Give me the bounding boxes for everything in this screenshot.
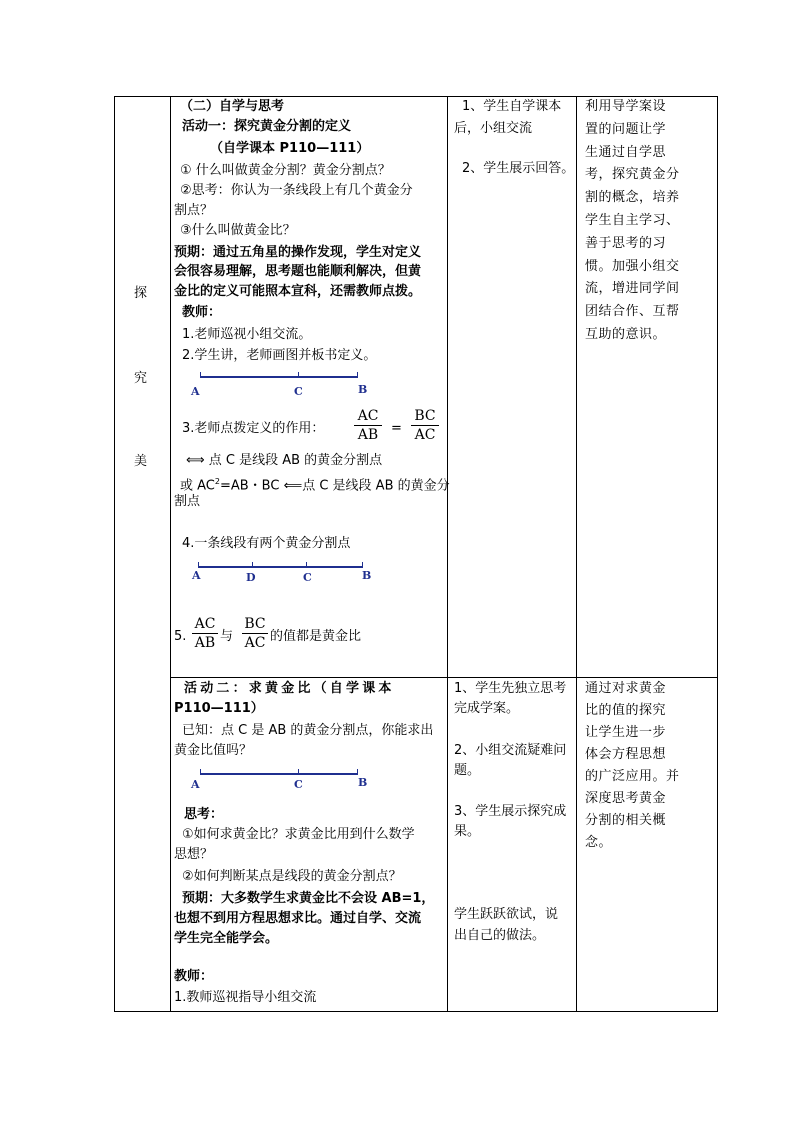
question-3: ③什么叫做黄金比？ xyxy=(180,223,296,238)
segment-ab-line xyxy=(200,773,358,775)
point-label-a: A xyxy=(192,569,201,582)
fraction-denominator: AB xyxy=(194,635,216,651)
student-line: 学生跃跃欲试，说 xyxy=(454,907,559,922)
table-border-top xyxy=(114,96,718,97)
teacher-step-2-1: 1.教师巡视指导小组交流 xyxy=(174,990,317,1005)
table-border-right xyxy=(717,96,718,1012)
student-line: 后，小组交流 xyxy=(454,121,533,136)
fraction-bc-ac xyxy=(411,408,439,443)
intent-line: 分割的相关概 xyxy=(585,813,667,828)
prediction-2-line-1: 预期：大多数学生求黄金比不会设 AB=1， xyxy=(182,891,435,906)
activity1-title: 活动一：探究黄金分割的定义 xyxy=(182,119,352,134)
think-1b: 思想？ xyxy=(174,847,214,862)
teacher-step-4: 4.一条线段有两个黄金分割点 xyxy=(182,536,351,551)
point-label-a: A xyxy=(191,385,200,398)
student-line: 果。 xyxy=(454,824,481,839)
point-label-a: A xyxy=(191,778,200,791)
point-label-b: B xyxy=(358,776,368,789)
intent-line: 考，探究黄金分 xyxy=(585,167,680,182)
intent-line: 团结合作、互帮 xyxy=(585,304,680,319)
point-label-b: B xyxy=(358,383,368,396)
question-2a: ②思考：你认为一条线段上有几个黄金分 xyxy=(180,183,413,198)
fraction-numerator: AC xyxy=(194,616,216,632)
definition-line-2: 或 $AC^2=AB$・BC ⟸点 C 是线段 AB 的黄金分 xyxy=(180,477,450,494)
intent-line: 比的值的探究 xyxy=(585,703,667,718)
table-divider-2 xyxy=(447,96,448,1012)
section-char-3: 美 xyxy=(134,454,148,469)
segment-tick-b xyxy=(357,372,358,377)
intent-line: 学生自主学习、 xyxy=(585,213,680,228)
point-label-c: C xyxy=(294,778,303,791)
section-char-1: 探 xyxy=(134,286,148,301)
intent-line: 利用导学案设 xyxy=(585,99,667,114)
intent-line: 置的问题让学 xyxy=(585,122,667,137)
teacher-step-3: 3.老师点拨定义的作用： xyxy=(182,421,325,436)
definition-line-1: ⟺ 点 C 是线段 AB 的黄金分割点 xyxy=(186,453,383,468)
student-line: 完成学案。 xyxy=(454,701,520,716)
fraction-denominator: AC xyxy=(414,427,436,443)
lesson-table xyxy=(114,96,718,1012)
segment-tick-a xyxy=(200,769,201,774)
student-line: 2、小组交流疑难问 xyxy=(454,743,567,758)
segment-tick-d xyxy=(252,562,253,567)
fraction-denominator: AB xyxy=(357,427,379,443)
table-border-left xyxy=(114,96,115,1012)
intent-line: 善于思考的习 xyxy=(585,236,667,251)
segment-adcb-line xyxy=(198,566,363,568)
intent-line: 割的概念，培养 xyxy=(585,190,680,205)
segment-tick-a xyxy=(200,372,201,377)
activity1-source: （自学课本 P110—111） xyxy=(210,141,370,156)
teacher-step-2: 2.学生讲，老师画图并板书定义。 xyxy=(182,348,377,363)
activity2-title: 活动二：求黄金比（自学课本 xyxy=(184,681,395,696)
segment-tick-a xyxy=(198,562,199,567)
fraction-ac-ab xyxy=(354,408,382,443)
known-line-2: 黄金比值吗？ xyxy=(174,743,253,758)
question-2b: 割点？ xyxy=(174,203,214,218)
student-line: 2、学生展示回答。 xyxy=(462,161,575,176)
intent-line: 互助的意识。 xyxy=(585,327,667,342)
fraction-numerator: AC xyxy=(357,408,379,424)
intent-line: 念。 xyxy=(585,835,613,850)
activity2-source: P110—111） xyxy=(174,701,264,716)
intent-line: 流，增进同学间 xyxy=(585,281,680,296)
teacher-step-5-num: 5. xyxy=(174,629,187,644)
intent-line: 体会方程思想 xyxy=(585,747,667,762)
table-divider-1 xyxy=(170,96,171,1012)
equals-sign: = xyxy=(391,421,402,436)
fraction-ac-ab-2 xyxy=(192,616,218,651)
teacher-label: 教师： xyxy=(182,305,222,320)
point-label-b: B xyxy=(362,569,372,582)
table-divider-3 xyxy=(576,96,577,1012)
segment-tick-c xyxy=(298,769,299,774)
table-border-bottom xyxy=(114,1011,718,1012)
definition-line-3: 割点 xyxy=(174,494,201,509)
think-label: 思考： xyxy=(184,807,224,822)
intent-line: 通过对求黄金 xyxy=(585,681,667,696)
intent-line: 深度思考黄金 xyxy=(585,791,667,806)
teacher-step-1: 1.老师巡视小组交流。 xyxy=(182,327,312,342)
intent-line: 让学生进一步 xyxy=(585,725,667,740)
student-line: 3、学生展示探究成 xyxy=(454,804,567,819)
teacher-label-2: 教师： xyxy=(174,969,214,984)
intent-line: 惯。加强小组交 xyxy=(585,259,680,274)
think-2: ②如何判断某点是线段的黄金分割点？ xyxy=(182,869,402,884)
think-1a: ①如何求黄金比？求黄金比用到什么数学 xyxy=(182,827,415,842)
step-5-text: 的值都是黄金比 xyxy=(270,629,362,644)
known-line-1: 已知：点 C 是 AB 的黄金分割点，你能求出 xyxy=(182,723,434,738)
point-label-c: C xyxy=(294,385,303,398)
student-line: 题。 xyxy=(454,763,481,778)
section-char-2: 究 xyxy=(134,371,148,386)
fraction-denominator: AC xyxy=(244,635,266,651)
fraction-numerator: BC xyxy=(414,408,436,424)
prediction-2-line-2: 也想不到用方程思想求比。通过自学、交流 xyxy=(174,911,422,926)
segment-tick-c xyxy=(298,372,299,377)
prediction-line-3: 金比的定义可能照本宣科，还需教师点拨。 xyxy=(174,284,422,299)
fraction-numerator: BC xyxy=(244,616,266,632)
segment-tick-b xyxy=(362,562,363,567)
intent-line: 生通过自学思 xyxy=(585,145,667,160)
student-line: 出自己的做法。 xyxy=(454,928,546,943)
point-label-d: D xyxy=(246,571,256,584)
prediction-line-1: 预期：通过五角星的操作发现，学生对定义 xyxy=(174,245,422,260)
section-heading: （二）自学与思考 xyxy=(180,99,285,114)
row-divider xyxy=(170,677,718,678)
step-5-conjunction: 与 xyxy=(220,629,234,644)
intent-line: 的广泛应用。并 xyxy=(585,769,680,784)
segment-tick-c xyxy=(306,562,307,567)
student-line: 1、学生先独立思考 xyxy=(454,681,567,696)
fraction-bc-ac-2 xyxy=(242,616,268,651)
prediction-2-line-3: 学生完全能学会。 xyxy=(174,931,279,946)
question-1: ① 什么叫做黄金分割？黄金分割点？ xyxy=(180,163,391,178)
prediction-line-2: 会很容易理解，思考题也能顺利解决，但黄 xyxy=(174,264,422,279)
segment-tick-b xyxy=(357,769,358,774)
student-line: 1、学生自学课本 xyxy=(462,99,562,114)
segment-ab-line xyxy=(200,376,358,378)
point-label-c: C xyxy=(303,571,312,584)
